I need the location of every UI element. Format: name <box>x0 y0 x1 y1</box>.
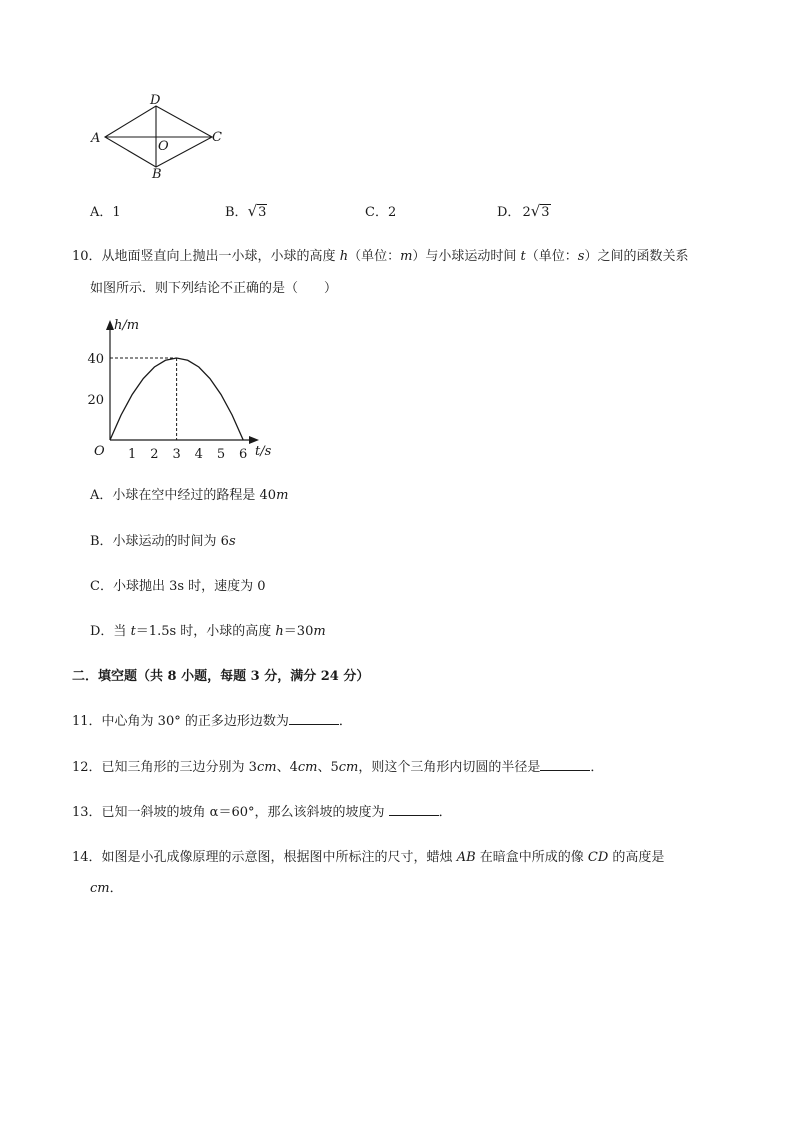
q10-option-a: A．小球在空中经过的路程是 40m <box>90 488 289 503</box>
q13: 13．已知一斜坡的坡角 α＝60°，那么该斜坡的坡度为 ． <box>72 805 452 820</box>
q9-option-c-letter: C． <box>365 205 388 220</box>
x-tick-label: 5 <box>216 447 226 462</box>
sqrt-icon: √ <box>247 202 258 220</box>
q12-blank[interactable] <box>540 758 590 771</box>
q9-option-b-radicand: 3 <box>258 205 267 220</box>
q10-option-c: C．小球抛出 3s 时，速度为 0 <box>90 579 266 594</box>
x-tick-label: 3 <box>172 447 181 462</box>
q9-option-d <box>497 201 551 220</box>
q9-option-b-letter: B． <box>225 205 248 220</box>
section-2-title: 二．填空题（共 8 小题，每题 3 分，满分 24 分） <box>72 669 370 684</box>
q12: 12．已知三角形的三边分别为 3cm、4cm、5cm，则这个三角形内切圆的半径是 ． <box>72 760 604 775</box>
x-tick-label: 2 <box>150 447 159 462</box>
q9-option-a-letter: A． <box>90 205 113 220</box>
q10-option-d: D．当 t＝1.5s 时，小球的高度 h＝30m <box>90 624 326 639</box>
y-tick-label: 20 <box>87 393 104 408</box>
q9-option-d-coef: 2 <box>522 205 531 220</box>
q11: 11．中心角为 30° 的正多边形边数为 ． <box>72 714 352 729</box>
q9-option-c-text: 2 <box>387 205 397 220</box>
label-c: C <box>212 130 222 145</box>
q11-blank[interactable] <box>289 712 339 725</box>
y-tick-label: 40 <box>87 352 104 367</box>
x-tick-label: 4 <box>194 447 203 462</box>
label-o: O <box>158 139 169 154</box>
sqrt-icon: √ <box>530 202 541 220</box>
q9-option-d-radicand: 3 <box>541 205 550 220</box>
q10-stem-line1: 10．从地面竖直向上抛出一小球，小球的高度 h（单位：m）与小球运动时间 t（单位：s）之间的函数关系 <box>72 249 689 264</box>
x-axis-label: t/s <box>255 444 272 459</box>
q9-option-a <box>90 201 121 220</box>
q9-option-b <box>225 201 267 220</box>
label-b: B <box>152 167 162 182</box>
q13-blank[interactable] <box>389 803 439 816</box>
q9-option-a-text: 1 <box>112 205 121 220</box>
q10-stem-line2: 如图所示．则下列结论不正确的是（ ） <box>90 281 338 296</box>
q10-option-b: B．小球运动的时间为 6s <box>90 534 236 549</box>
q9-option-c <box>365 201 396 220</box>
x-tick-label: 6 <box>239 447 248 462</box>
y-axis-arrow-icon <box>106 320 114 330</box>
label-a: A <box>91 131 101 146</box>
q14-line1: 14．如图是小孔成像原理的示意图，根据图中所标注的尺寸，蜡烛 AB 在暗盒中所成的像 CD 的高度是 <box>72 850 665 865</box>
label-d: D <box>150 93 161 108</box>
rhombus-figure <box>85 90 235 185</box>
x-axis-arrow-icon <box>249 436 259 444</box>
y-axis-label: h/m <box>114 318 140 333</box>
x-tick-label: 1 <box>128 447 137 462</box>
height-time-chart <box>85 310 285 470</box>
origin-label: O <box>94 444 105 459</box>
q9-option-d-letter: D． <box>497 205 521 220</box>
q14-line2: cm． <box>90 881 123 896</box>
